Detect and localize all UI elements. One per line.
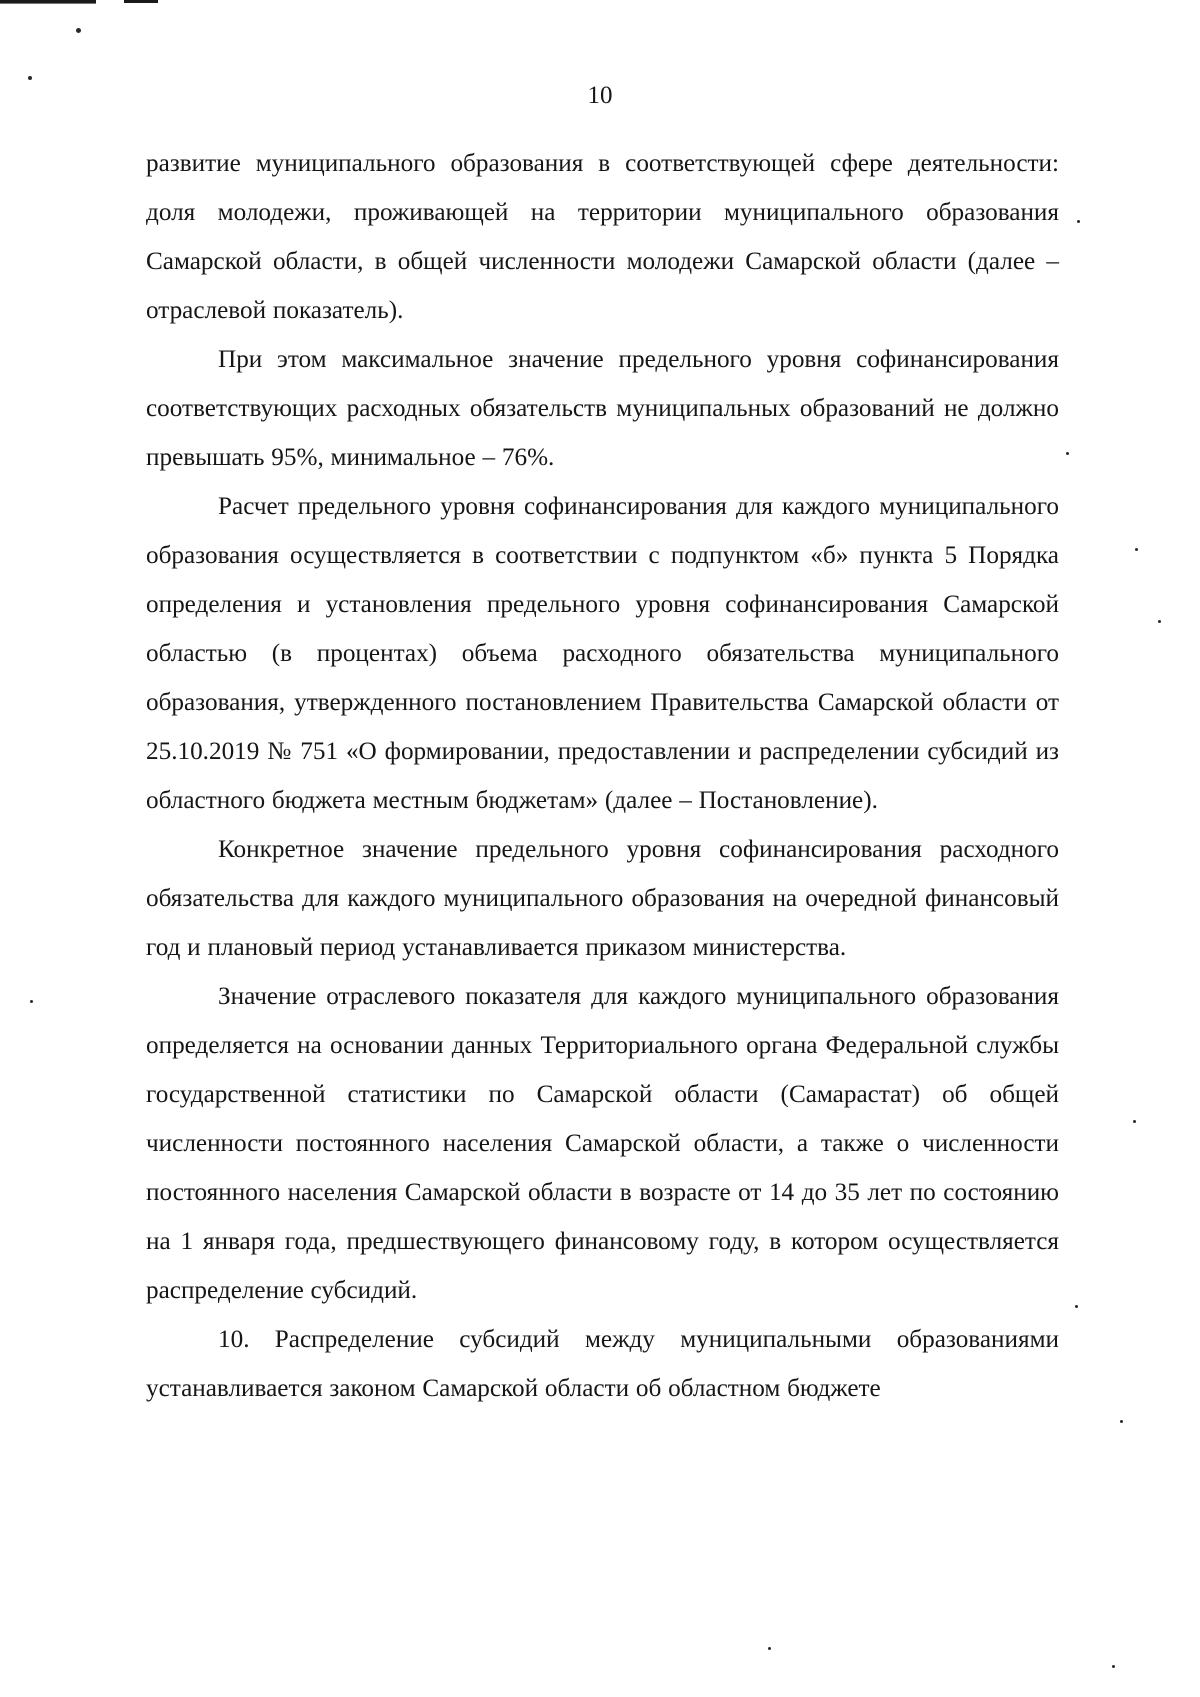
scan-speck [1077, 220, 1080, 223]
scan-speck [30, 1000, 33, 1003]
paragraph-calculation: Расчет предельного уровня софинансирования для каждого муниципального образования осуществляется в соответствии с подпунктом «б» пункта 5 Порядка определения и установления предельного уровня софинансирования Самарской областью (в процентах) объема расходного обязательства муниципального образования, утвержденного постановлением Правительства Самарской области от 25.10.2019 № 751 «О формировании, предоставлении и распределении субсидий из областного бюджета местным бюджетам» (далее – Постановление). [146, 493, 1059, 814]
scan-speck [1075, 1305, 1078, 1308]
paragraph-continuation: развитие муниципального образования в соответствующей сфере деятельности: доля молодежи, проживающей на территории муниципального образования Самарской области, в общей численности молодежи Самарской области (далее – отраслевой показатель). [146, 150, 1059, 324]
paragraph-cofinancing-limits: При этом максимальное значение предельного уровня софинансирования соответствующих расходных обязательств муниципальных образований не должно превышать 95%, минимальное – 76%. [146, 346, 1059, 471]
scan-speck [1158, 620, 1161, 623]
scan-speck [1120, 1420, 1123, 1423]
scan-edge-mark [124, 0, 158, 3]
scan-speck [1133, 1120, 1136, 1123]
page-number: 10 [587, 82, 613, 109]
scan-speck [1066, 452, 1069, 455]
scan-speck [1135, 548, 1138, 551]
document-body [146, 139, 1059, 1413]
scan-speck [768, 1647, 771, 1650]
scan-speck [1112, 1665, 1115, 1668]
scan-speck [76, 28, 81, 33]
scan-edge-mark [0, 3, 96, 4]
paragraph-item-10: 10. Распределение субсидий между муниципальными образованиями устанавливается законом Самарской области об областном бюджете [146, 1326, 1059, 1402]
paragraph-indicator-value: Значение отраслевого показателя для каждого муниципального образования определяется на основании данных Территориального органа Федеральной службы государственной статистики по Самарской области (Самарастат) об общей численности постоянного населения Самарской области, а также о численности постоянного населения Самарской области в возрасте от 14 до 35 лет по состоянию на 1 января года, предшествующего финансовому году, в котором осуществляется распределение субсидий. [146, 983, 1059, 1304]
paragraph-specific-value: Конкретное значение предельного уровня софинансирования расходного обязательства для каждого муниципального образования на очередной финансовый год и плановый период устанавливается приказом министерства. [146, 836, 1059, 961]
